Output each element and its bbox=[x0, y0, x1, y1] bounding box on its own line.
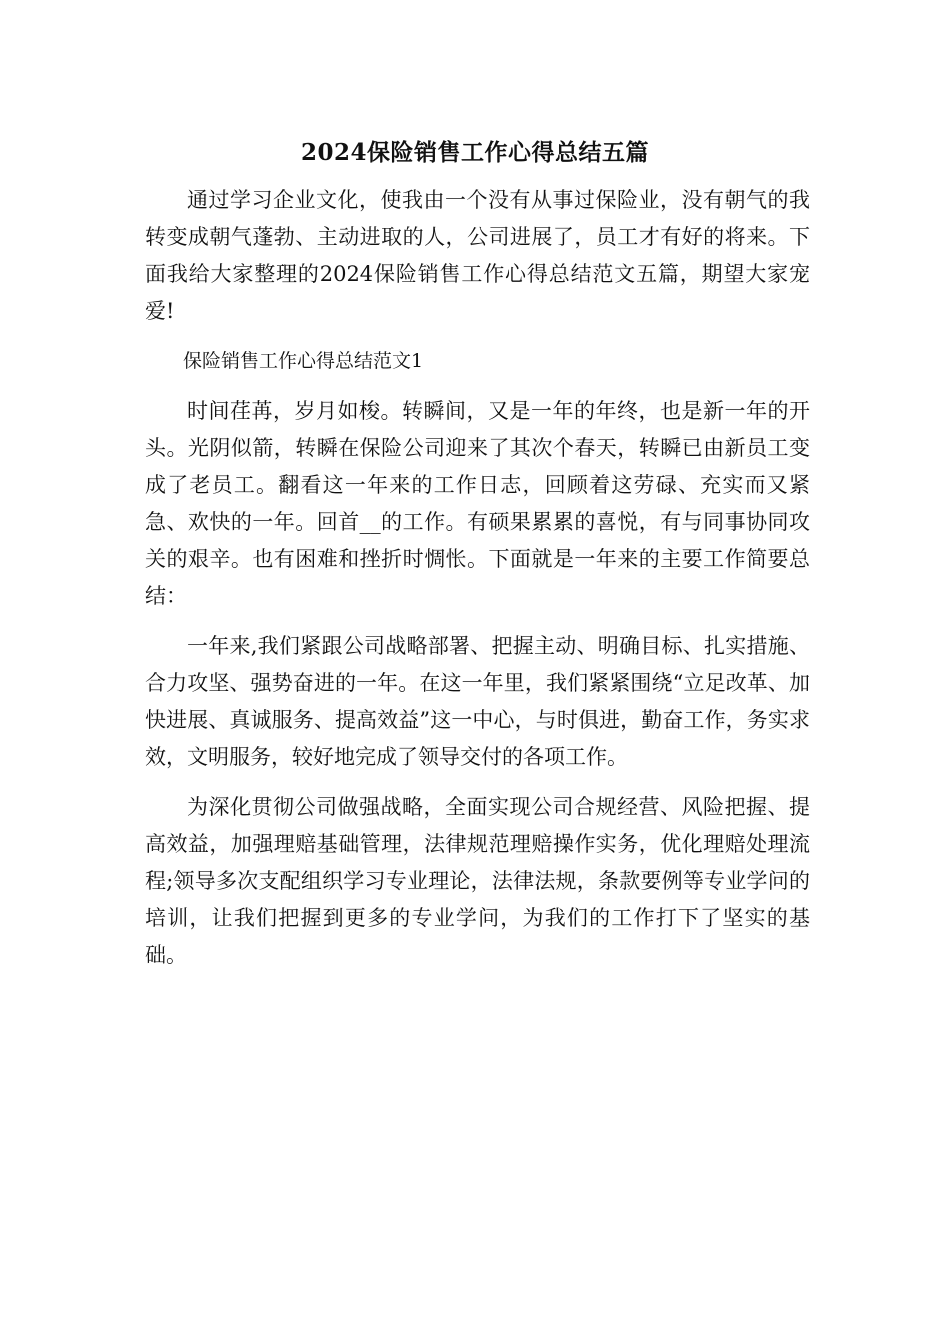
document-title: 2024保险销售工作心得总结五篇 bbox=[300, 139, 649, 166]
intro-paragraph: 通过学习企业文化，使我由一个没有从事过保险业，没有朝气的我转变成朝气蓬勃、主动进取的人，公司进展了，员工才有好的将来。下面我给大家整理的2024保险销售工作心得总结范文五篇，期望大家宠爱! bbox=[145, 188, 810, 323]
section-heading: 保险销售工作心得总结范文1 bbox=[183, 350, 424, 372]
body-paragraph: 为深化贯彻公司做强战略，全面实现公司合规经营、风险把握、提高效益，加强理赔基础管理，法律规范理赔操作实务，优化理赔处理流程;领导多次支配组织学习专业理论，法律法规，条款要例等专业学问的培训，让我们把握到更多的专业学问，为我们的工作打下了坚实的基础。 bbox=[145, 795, 810, 967]
document-body bbox=[145, 182, 810, 987]
body-paragraph: 一年来,我们紧跟公司战略部署、把握主动、明确目标、扎实措施、合力攻坚、强势奋进的一年。在这一年里，我们紧紧围绕“立足改革、加快进展、真诚服务、提高效益”这一中心，与时俱进，勤奋工作，务实求效，文明服务，较好地完成了领导交付的各项工作。 bbox=[145, 634, 810, 769]
body-paragraph: 时间荏苒，岁月如梭。转瞬间，又是一年的年终，也是新一年的开头。光阴似箭，转瞬在保险公司迎来了其次个春天，转瞬已由新员工变成了老员工。翻看这一年来的工作日志，回顾着这劳碌、充实而又紧急、欢快的一年。回首__的工作。有硕果累累的喜悦，有与同事协同攻关的艰辛。也有困难和挫折时惆怅。下面就是一年来的主要工作简要总结： bbox=[145, 399, 810, 608]
